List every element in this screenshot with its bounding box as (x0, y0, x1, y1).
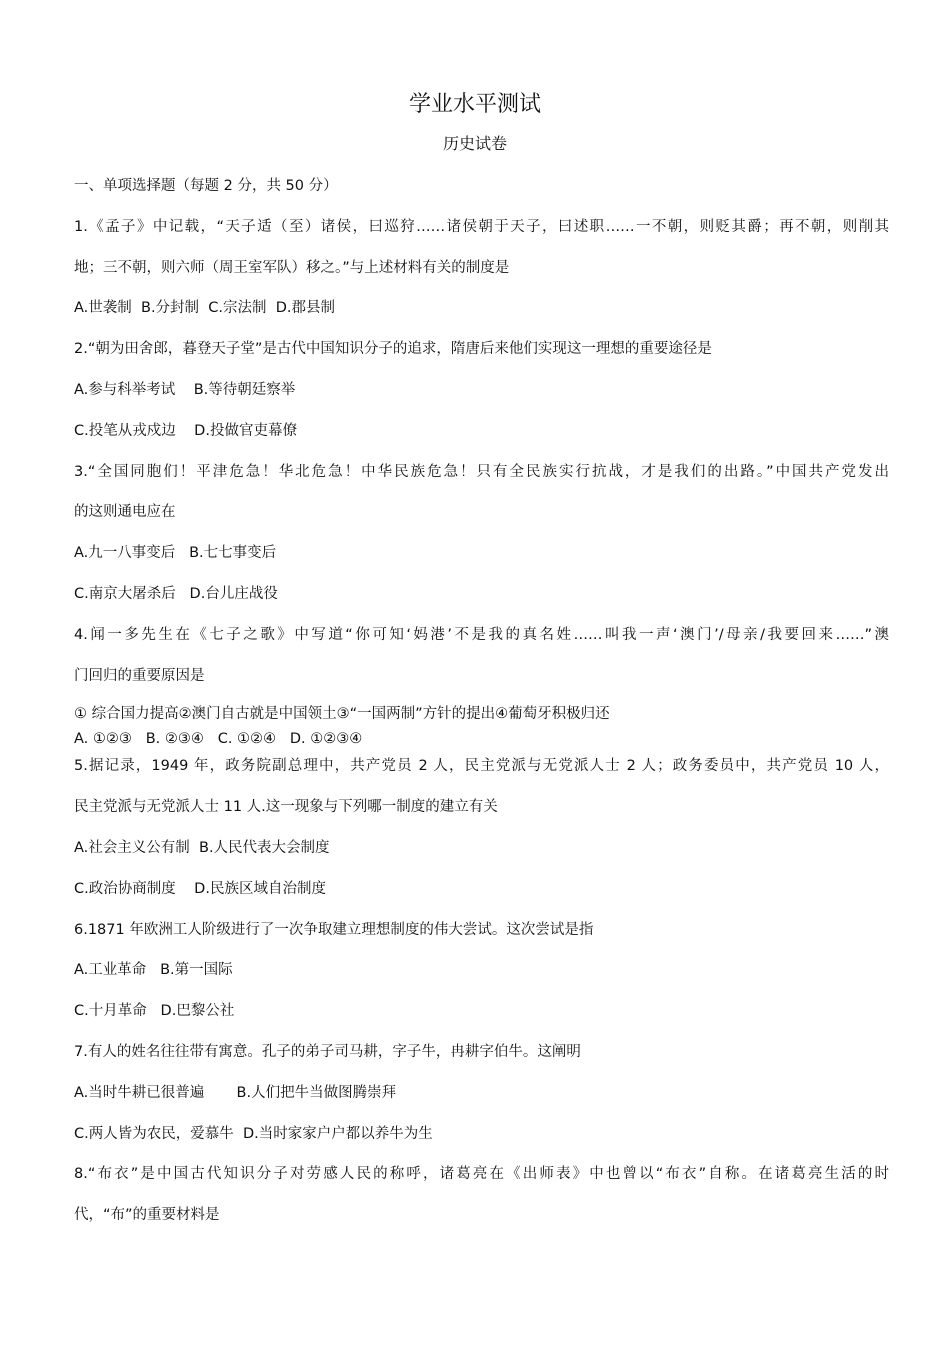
question-8-stem-line-1: 8.“布衣”是中国古代知识分子对劳感人民的称呼，诸葛亮在《出师表》中也曾以“布衣”自称。在诸葛亮生活的时 (74, 1166, 889, 1183)
question-3-options-line-2: C.南京大屠杀后 D.台儿庄战役 (74, 585, 278, 602)
section-heading: 一、单项选择题（每题 2 分，共 50 分） (74, 178, 338, 194)
exam-subtitle: 历史试卷 (442, 134, 507, 153)
exam-content (74, 173, 889, 1243)
question-2-options-line-1: A.参与科举考试 B.等待朝廷察举 (74, 381, 296, 398)
question-4-statements: ① 综合国力提高②澳门自古就是中国领土③“一国两制”方针的提出④葡萄牙积极归还 (74, 706, 610, 723)
question-5-stem-line-2: 民主党派与无党派人士 11 人.这一现象与下列哪一制度的建立有关 (74, 799, 498, 816)
question-4-stem-line-2: 门回归的重要原因是 (74, 667, 205, 684)
question-8-stem-line-2: 代，“布”的重要材料是 (74, 1207, 220, 1224)
question-1-stem-line-1: 1.《孟子》中记载，“天子适（至）诸侯，曰巡狩……诸侯朝于天子，曰述职……一不朝，则贬其爵；再不朝，则削其 (74, 218, 889, 235)
question-4-stem-line-1: 4.闻一多先生在《七子之歌》中写道“你可知‘妈港’不是我的真名姓……叫我一声‘澳门’/母亲/我要回来……”澳 (74, 626, 889, 643)
question-7-options-line-2: C.两人皆为农民，爱慕牛 D.当时家家户户都以养牛为生 (74, 1125, 433, 1142)
question-3-options-line-1: A.九一八事变后 B.七七事变后 (74, 545, 277, 562)
question-6-options-line-2: C.十月革命 D.巴黎公社 (74, 1003, 235, 1020)
question-3-stem-line-1: 3.“全国同胞们！平津危急！华北危急！中华民族危急！只有全民族实行抗战，才是我们的出路。”中国共产党发出 (74, 463, 889, 480)
question-7-options-line-1: A.当时牛耕已很普遍 B.人们把牛当做图腾崇拜 (74, 1084, 397, 1101)
question-2-stem: 2.“朝为田舍郎，暮登天子堂”是古代中国知识分子的追求，隋唐后来他们实现这一理想的重要途径是 (74, 341, 712, 358)
question-2-options-line-2: C.投笔从戎戍边 D.投做官吏幕僚 (74, 422, 297, 439)
question-5-stem-line-1: 5.据记录，1949 年，政务院副总理中，共产党员 2 人，民主党派与无党派人士 2 人；政务委员中，共产党员 10 人， (74, 758, 889, 775)
question-1-options: A.世袭制 B.分封制 C.宗法制 D.郡县制 (74, 300, 335, 317)
question-6-stem: 6.1871 年欧洲工人阶级进行了一次争取建立理想制度的伟大尝试。这次尝试是指 (74, 921, 594, 938)
question-4-options: A. ①②③ B. ②③④ C. ①②④ D. ①②③④ (74, 731, 363, 748)
question-1-stem-line-2: 地；三不朝，则六师（周王室军队）移之。”与上述材料有关的制度是 (74, 259, 510, 276)
question-6-options-line-1: A.工业革命 B.第一国际 (74, 962, 233, 979)
question-3-stem-line-2: 的这则通电应在 (74, 504, 176, 521)
exam-title: 学业水平测试 (408, 92, 541, 117)
question-7-stem: 7.有人的姓名往往带有寓意。孔子的弟子司马耕，字子牛，冉耕字伯牛。这阐明 (74, 1043, 581, 1060)
question-5-options-line-1: A.社会主义公有制 B.人民代表大会制度 (74, 839, 330, 856)
question-5-options-line-2: C.政治协商制度 D.民族区域自治制度 (74, 880, 326, 897)
